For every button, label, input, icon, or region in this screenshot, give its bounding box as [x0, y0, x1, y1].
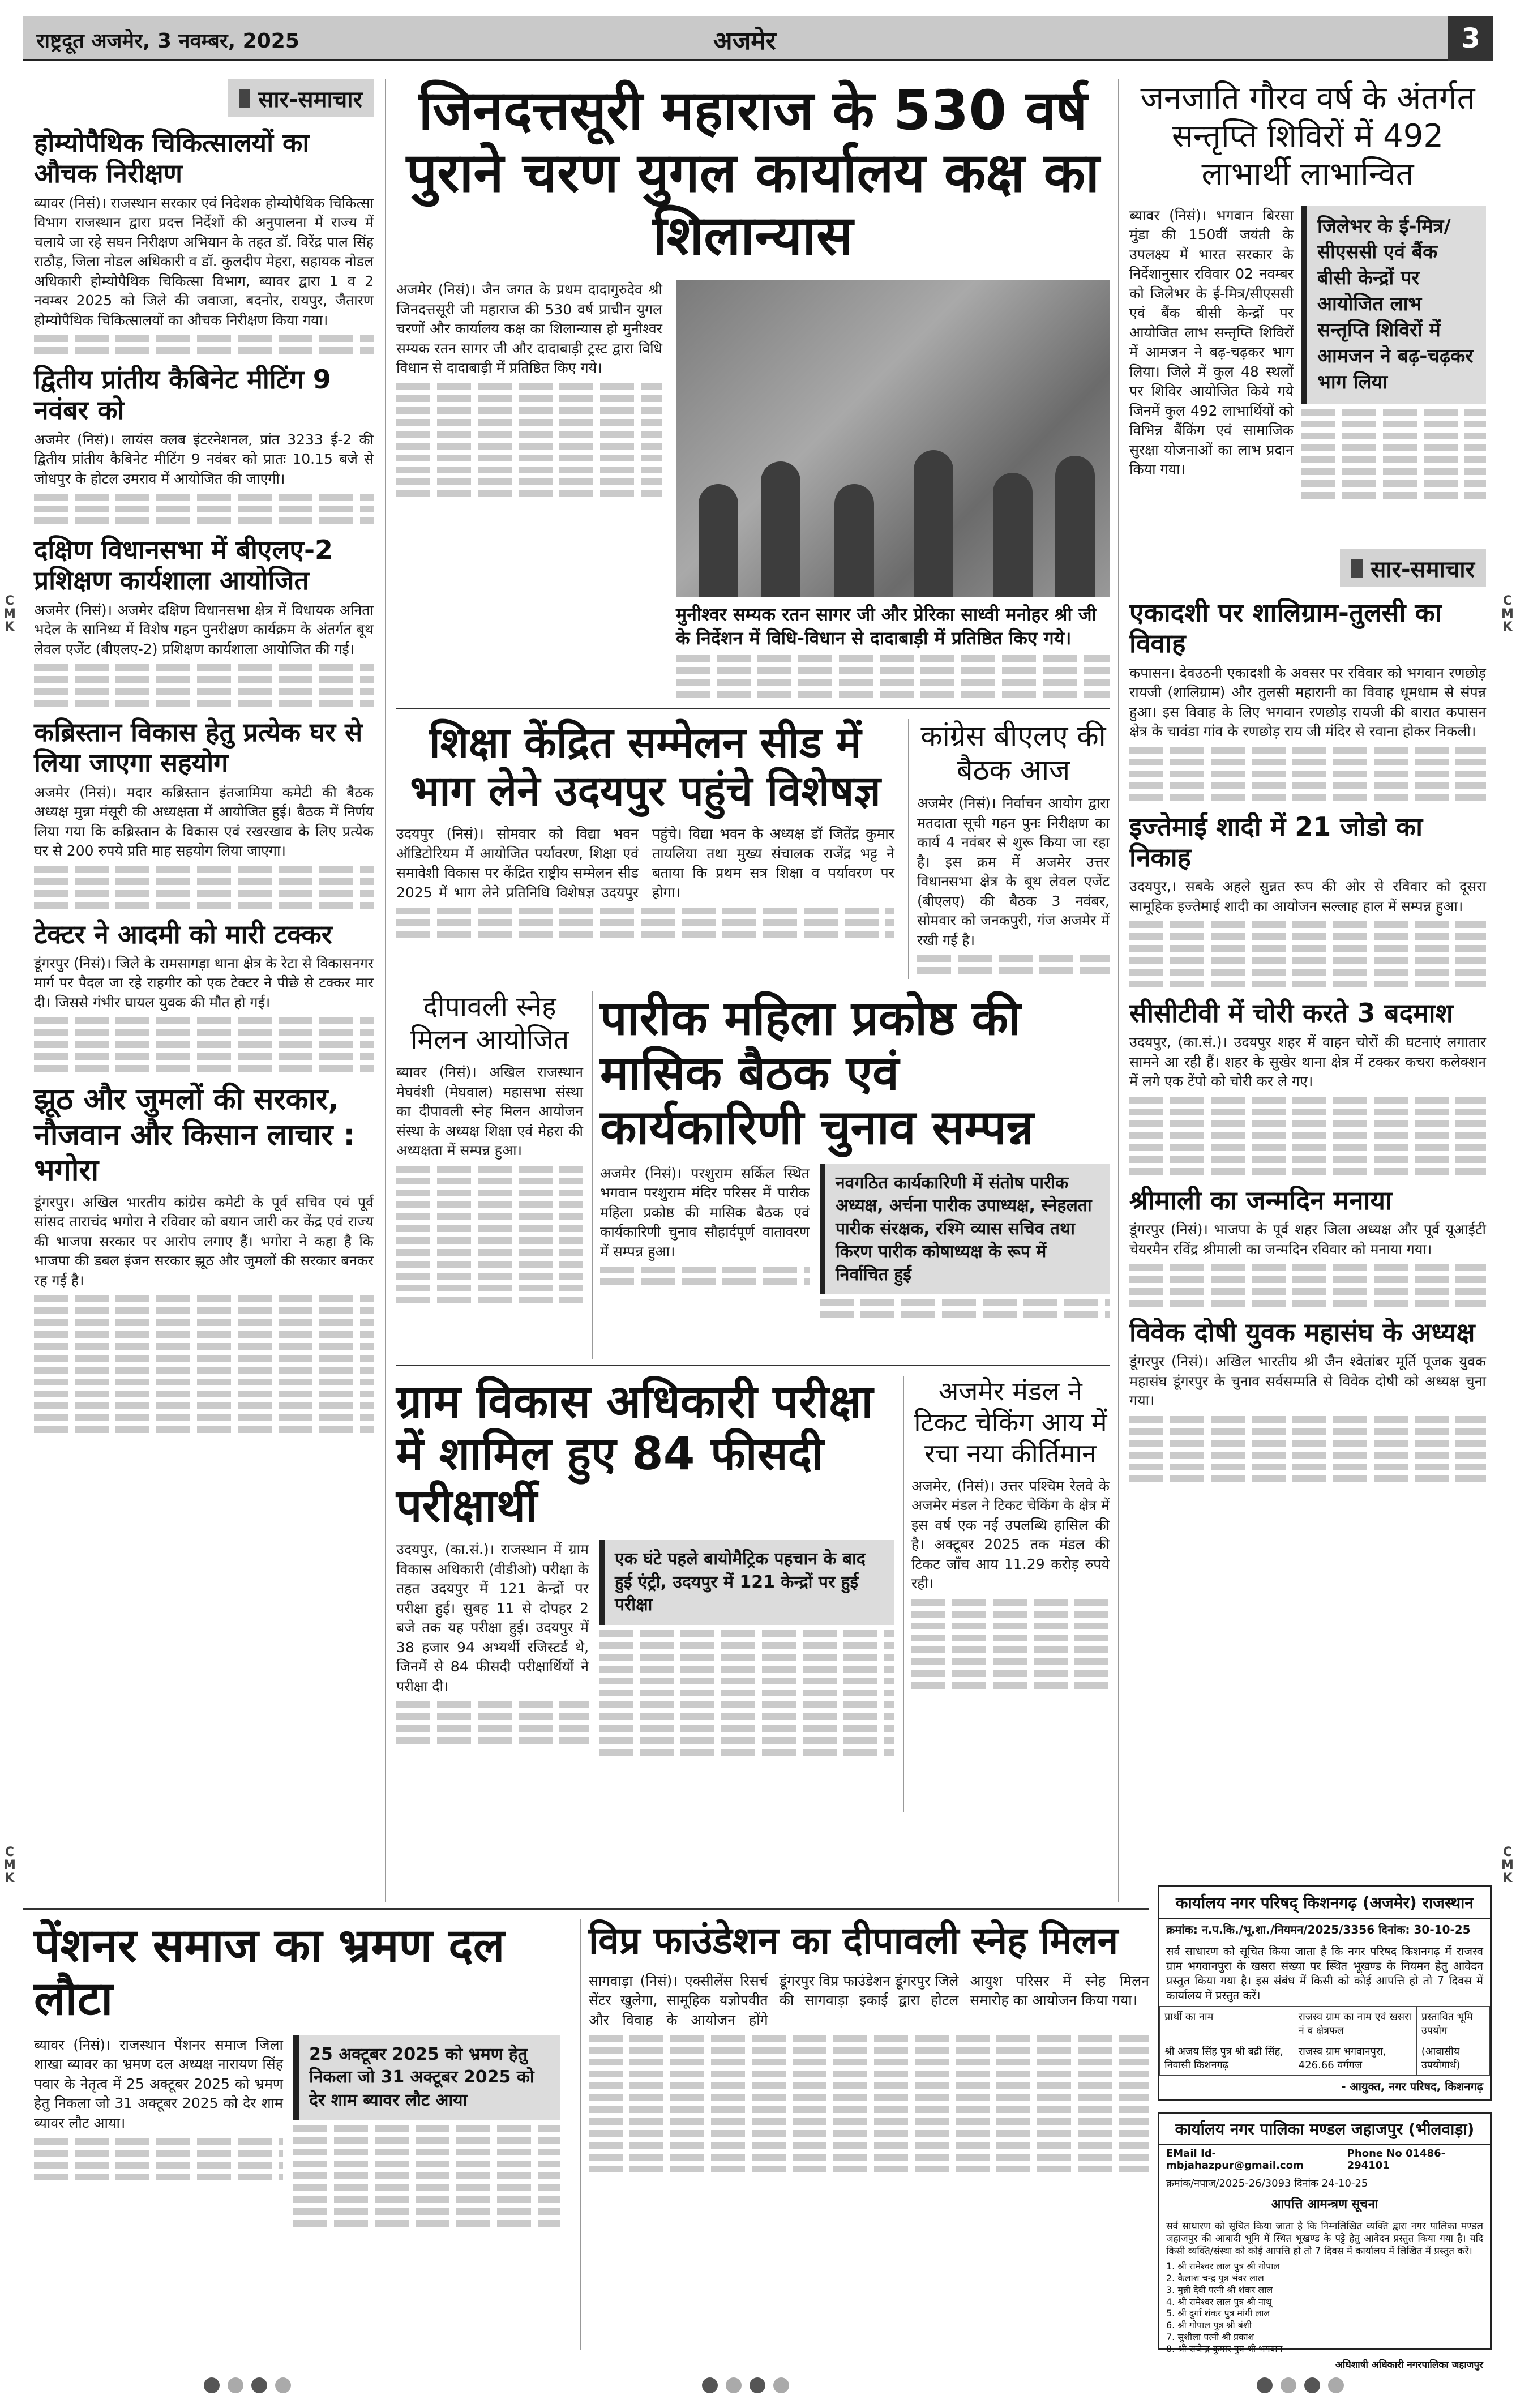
text-filler: [911, 1623, 1110, 1629]
masthead-section: अजमेर: [713, 27, 776, 55]
cmk-c: C: [1502, 1845, 1513, 1859]
text-filler: [589, 2047, 1149, 2054]
text-filler: [1129, 1300, 1486, 1307]
text-filler: [293, 2184, 560, 2191]
text-filler: [1129, 933, 1486, 940]
text-filler: [34, 676, 374, 683]
text-filler: [1129, 1264, 1486, 1271]
reg-dot-icon: [228, 2377, 243, 2393]
text-filler: [1129, 1464, 1486, 1470]
text-filler: [599, 1713, 894, 1720]
text-filler: [396, 431, 662, 438]
text-filler: [911, 1635, 1110, 1641]
text-filler: [34, 517, 374, 524]
text-filler: [599, 1654, 894, 1661]
photo-figure: [1055, 456, 1095, 597]
cmk-k: K: [5, 620, 15, 635]
education-headline: शिक्षा केंद्रित सम्मेलन सीड में भाग लेने उदयपुर पहुंचे विशेषज्ञ: [410, 718, 881, 816]
text-filler: [396, 1225, 583, 1232]
right-brief-headline-3: सीसीटीवी में चोरी करते 3 बदमाश: [1129, 998, 1453, 1029]
text-filler: [1129, 1428, 1486, 1435]
section-tag-briefs: [228, 79, 374, 117]
text-filler: [34, 1053, 374, 1060]
right-brief-body-4: डूंगरपुर (निसं)। भाजपा के पूर्व शहर जिला अध्यक्ष और पूर्व यूआईटी चेयरमैन रविंद्र श्रीमाली का जन्मदिन रविवार को मनाया गया।: [1129, 1221, 1486, 1258]
gram-story: [396, 1376, 894, 1812]
congress-headline: कांग्रेस बीएलए की बैठक आज: [920, 720, 1106, 786]
text-filler: [34, 494, 374, 501]
ad1-col-head: प्रस्तावित भूमि उपयोग: [1416, 2007, 1489, 2041]
gram-highlight: एक घंटे पहले बायोमैट्रिक पहचान के बाद हुई एंट्री, उदयपुर में 121 केन्द्रों पर हुई परीक्षा: [599, 1540, 894, 1625]
cmk-c: C: [1502, 594, 1513, 608]
railway-story: [911, 1376, 1110, 1812]
text-filler: [396, 1701, 589, 1708]
ad2-list-item: 6. श्री गोपाल पुत्र श्री बंशी: [1166, 2320, 1252, 2331]
text-filler: [589, 2071, 1149, 2077]
text-filler: [34, 1367, 374, 1374]
text-filler: [396, 443, 662, 450]
vipra-story: [589, 1919, 1149, 2350]
page-number: 3: [1448, 16, 1493, 61]
railway-headline: अजमेर मंडल ने टिकट चेकिंग आय में रचा नया कीर्तिमान: [914, 1376, 1107, 1469]
cmk-m: M: [3, 607, 16, 622]
lead-photo-caption: मुनीश्वर सम्यक रतन सागर जी और प्रेरिका साध्वी मनोहर श्री जी के निर्देशन में विधि-विधान से दादाबाड़ी में प्रतिष्ठित किए गये।: [676, 604, 1097, 649]
section-tag-label: सार-समाचार: [1371, 557, 1475, 583]
text-filler: [396, 1213, 583, 1220]
photo-figure: [761, 461, 800, 597]
text-filler: [599, 1642, 894, 1649]
text-filler: [599, 1737, 894, 1744]
pensioner-story: [34, 1919, 572, 2350]
text-filler: [1301, 468, 1486, 475]
text-filler: [396, 407, 662, 414]
reg-dot-icon: [1257, 2377, 1273, 2393]
ad1-cell: श्री अजय सिंह पुत्र श्री बद्री सिंह, निवासी किशनगढ़: [1160, 2041, 1294, 2076]
text-filler: [589, 2130, 1149, 2137]
reg-dot-icon: [1328, 2377, 1344, 2393]
text-filler: [293, 2149, 560, 2155]
cmk-k: K: [1502, 620, 1513, 635]
briefs-column: [34, 79, 374, 1902]
text-filler: [34, 700, 374, 707]
pareek-body: अजमेर (निसं)। परशुराम सर्किल स्थित भगवान परशुराम मंदिर परिसर में पारीक महिला प्रकोष्ठ की मासिक बैठक एवं कार्यकारिणी चुनाव सौहार्दपूर्ण वातावरण में सम्पन्न हुआ।: [600, 1165, 810, 1260]
column-rule: [903, 1376, 904, 1812]
cmk-c: C: [5, 1845, 15, 1859]
text-filler: [34, 1402, 374, 1409]
text-filler: [1129, 969, 1486, 976]
text-filler: [589, 2059, 1149, 2065]
text-filler: [1129, 794, 1486, 801]
right-brief-body-2: उदयपुर,। सबके अहले सुन्नत रूप की ओर से रविवार को दूसरा सामूहिक इज्तेमाई शादी का आयोजन सल्लाह हाल में सम्पन्न हुआ।: [1129, 878, 1486, 914]
ad1-ref: क्रमांक: न.प.कि./भू.शा./नियमन/2025/3356 दिनांक: 30-10-25: [1166, 1923, 1471, 1936]
text-filler: [34, 1391, 374, 1397]
pareek-story: [600, 991, 1110, 1359]
text-filler: [396, 1249, 583, 1256]
text-filler: [34, 1319, 374, 1326]
text-filler: [1129, 921, 1486, 928]
text-filler: [1129, 759, 1486, 765]
text-filler: [820, 1299, 1110, 1306]
brief-body-1: ब्यावर (निसं)। राजस्थान सरकार एवं निदेशक होम्योपैथिक चिकित्सा विभाग राजस्थान द्वारा प्रदत्त निर्देशों की अनुपालना में राज्य में चलाये जा रहे सघन निरीक्षण अभियान के तहत डॉ. विरेंद्र पाल सिंह राठौड़, जिला नोडल अधिकारी व डॉ. कुलदीप मेहरा, सहायक नोडल अधिकारी होम्योपैथिक चिकित्सा विभाग, ब्यावर द्वारा 1 व 2 नवम्बर 2025 को जिले की जवाजा, बदनोर, रायपुर, जैतारण होम्योपैथिक चिकित्सालयों का औचक निरीक्षण किया गया।: [34, 194, 374, 328]
section-rule: [23, 1908, 1149, 1910]
text-filler: [1129, 1109, 1486, 1115]
right-brief-headline-2: इज्तेमाई शादी में 21 जोडो का निकाह: [1129, 811, 1423, 872]
text-filler: [911, 1646, 1110, 1653]
tribal-highlight: जिलेभर के ई-मित्र/सीएससी एवं बैंक बीसी केन्द्रों पर आयोजित लाभ सन्तृप्ति शिविरों में आमजन ने बढ़-चढ़कर भाग लिया: [1301, 206, 1486, 404]
text-filler: [599, 1666, 894, 1673]
tag-bar-icon: [1351, 559, 1363, 578]
text-filler: [589, 2082, 1149, 2089]
text-filler: [396, 919, 894, 926]
cmk-mark-left-bottom: [3, 1846, 16, 1885]
text-filler: [34, 1017, 374, 1024]
reg-dot-icon: [1281, 2377, 1296, 2393]
ad2-signature: अधिशाषी अधिकारी नगरपालिका जहाजपुर: [1335, 2359, 1483, 2371]
reg-dot-icon: [773, 2377, 789, 2393]
text-filler: [1129, 1097, 1486, 1104]
ad2-list-item: 7. सुशीला पत्नी श्री प्रकाश: [1166, 2332, 1254, 2343]
text-filler: [34, 347, 374, 354]
right-brief-body-3: उदयपुर, (का.सं.)। उदयपुर शहर में वाहन चोरों की घटनाएं लगातार सामने आ रही हैं। शहर के सुखेर थाना क्षेत्र में टक्कर कचरा कलेक्शन में लगे एक टेंपो को चोरी कर ले गए।: [1129, 1034, 1486, 1090]
text-filler: [34, 1029, 374, 1036]
text-filler: [396, 1261, 583, 1268]
text-filler: [34, 890, 374, 897]
text-filler: [396, 1725, 589, 1732]
text-filler: [1301, 421, 1486, 427]
text-filler: [917, 955, 1110, 962]
reg-dot-icon: [1304, 2377, 1320, 2393]
footer-reg-dots-center: [702, 2377, 789, 2393]
text-filler: [293, 2208, 560, 2215]
text-filler: [34, 2150, 283, 2157]
text-filler: [911, 1611, 1110, 1618]
pensioner-body: ब्यावर (निसं)। राजस्थान पेंशनर समाज जिला शाखा ब्यावर का भ्रमण दल अध्यक्ष नारायण सिंह पवार के नेतृत्व में 25 अक्टूबर 2025 को भ्रमण हेतु निकला जो 31 अक्टूबर 2025 को देर शाम ब्यावर लौट आया।: [34, 2036, 283, 2131]
text-filler: [396, 1713, 589, 1720]
text-filler: [34, 1295, 374, 1302]
text-filler: [1129, 981, 1486, 987]
brief-headline-6: झूठ और जुमलों की सरकार, नौजवान और किसान लाचार : भगोरा: [34, 1083, 356, 1188]
text-filler: [34, 1426, 374, 1433]
text-filler: [396, 1190, 583, 1196]
column-rule: [592, 991, 593, 1359]
gram-body: उदयपुर, (का.सं.)। राजस्थान में ग्राम विकास अधिकारी (वीडीओ) परीक्षा के तहत उदयपुर में 121 केन्द्रों पर परीक्षा हुई। सुबह 11 से दोपहर 2 बजे तक यह परीक्षा हुई। उदयपुर में 38 हजार 94 अभ्यर्थी रजिस्टर्ड थे, जिनमें से 84 फीसदी परीक्षार्थियों ने परीक्षा दी।: [396, 1541, 589, 1695]
ad2-body: सर्व साधारण को सूचित किया जाता है कि निम्नलिखित व्यक्ति द्वारा नगर पालिका मण्डल जहाजपुर की आबादी भूमि में स्थित भूखण्ड के पट्टे हेतु आवेदन प्रस्तुत किया गया है। यदि किसी व्यक्ति/संस्था को कोई आपत्ति हो तो 7 दिवस में कार्यालय में लिखित में प्रस्तुत करें।: [1166, 2220, 1483, 2257]
text-filler: [293, 2125, 560, 2132]
text-filler: [599, 1701, 894, 1708]
text-filler: [600, 1278, 810, 1285]
text-filler: [34, 866, 374, 873]
congress-body: अजमेर (निसं)। निर्वाचन आयोग द्वारा मतदाता सूची गहन पुनः निरीक्षण का कार्य 4 नवंबर से शुरू किया जा रहा है। इस क्रम में अजमेर उत्तर विधानसभा क्षेत्र के बूथ लेवल एजेंट (बीएलए) की बैठक 3 नवंबर, सोमवार को जनकपुरी, गंज अजमेर में रखी गई है।: [917, 795, 1110, 948]
reg-dot-icon: [275, 2377, 291, 2393]
ad2-ref: क्रमांक/नपाज/2025-26/3093 दिनांक 24-10-25: [1166, 2178, 1368, 2189]
reg-dot-icon: [702, 2377, 718, 2393]
railway-body: अजमेर, (निसं)। उत्तर पश्चिम रेलवे के अजमेर मंडल ने टिकट चेकिंग के क्षेत्र में इस वर्ष एक नई उपलब्धि हासिल की है। अक्टूबर 2025 तक मंडल की टिकट जाँच आय 11.29 करोड़ रुपये रही।: [911, 1477, 1110, 1592]
cmk-m: M: [3, 1858, 16, 1873]
text-filler: [293, 2172, 560, 2179]
text-filler: [911, 1599, 1110, 1606]
text-filler: [293, 2137, 560, 2144]
masthead-edition-date: राष्ट्रदूत अजमेर, 3 नवम्बर, 2025: [36, 29, 299, 53]
text-filler: [599, 1678, 894, 1684]
text-filler: [34, 902, 374, 909]
cmk-mark-right-top: [1501, 594, 1514, 634]
text-filler: [34, 1355, 374, 1362]
text-filler: [1129, 1156, 1486, 1163]
right-brief-headline-4: श्रीमाली का जन्मदिन मनाया: [1129, 1184, 1392, 1216]
gram-headline: ग्राम विकास अधिकारी परीक्षा में शामिल हुए 84 फीसदी परीक्षार्थी: [396, 1375, 873, 1532]
text-filler: [1129, 1452, 1486, 1459]
column-rule: [580, 1919, 581, 2350]
text-filler: [396, 455, 662, 461]
diwali-body: ब्यावर (निसं)। अखिल राजस्थान मेघवंशी (मेघवाल) महासभा संस्था का दीपावली स्नेह मिलन आयोजन संस्था के अध्यक्ष शिक्षा एवं मेहरा की अध्यक्षता में सम्पन्न हुआ।: [396, 1064, 583, 1159]
ad1-col-head: प्रार्थी का नाम: [1160, 2007, 1294, 2041]
notice-ad-kishangarh: [1158, 1885, 1492, 2101]
right-brief-headline-1: एकादशी पर शालिग्राम-तुलसी का विवाह: [1129, 597, 1442, 659]
text-filler: [589, 2142, 1149, 2149]
reg-dot-icon: [251, 2377, 267, 2393]
right-brief-body-5: डूंगरपुर (निसं)। अखिल भारतीय श्री जैन श्वेतांबर मूर्ति पूजक युवक महासंघ डूंगरपुर के चुनाव सर्वसम्मति से विवेक दोषी को अध्यक्ष चुना गया।: [1129, 1353, 1486, 1409]
text-filler: [1129, 1276, 1486, 1283]
text-filler: [600, 1267, 810, 1273]
text-filler: [396, 1178, 583, 1184]
cmk-mark-left-top: [3, 594, 16, 634]
text-filler: [34, 688, 374, 695]
text-filler: [1129, 1440, 1486, 1447]
diwali-story: [396, 991, 583, 1359]
ad2-list-item: 4. श्री रामेश्वर लाल पुत्र श्री नाथू: [1166, 2296, 1272, 2307]
text-filler: [1301, 444, 1486, 451]
text-filler: [396, 1273, 583, 1280]
tag-bar-icon: [239, 89, 250, 108]
text-filler: [396, 467, 662, 473]
ad2-list-item: 3. मुन्नी देवी पत्नी श्री शंकर लाल: [1166, 2284, 1273, 2295]
text-filler: [396, 931, 894, 938]
cmk-k: K: [1502, 1871, 1513, 1886]
text-filler: [34, 1065, 374, 1072]
text-filler: [34, 2162, 283, 2169]
lead-story: [396, 79, 1110, 702]
masthead: [23, 16, 1493, 61]
text-filler: [396, 1201, 583, 1208]
text-filler: [589, 2035, 1149, 2042]
photo-figure: [699, 484, 738, 597]
text-filler: [34, 1041, 374, 1048]
text-filler: [1129, 1120, 1486, 1127]
text-filler: [34, 664, 374, 671]
briefs-column-right: [1129, 549, 1486, 1812]
text-filler: [1129, 771, 1486, 777]
section-rule: [396, 708, 1110, 709]
text-filler: [1129, 945, 1486, 952]
brief-body-5: डूंगरपुर (निसं)। जिले के रामसागड़ा थाना क्षेत्र के रेटा से विकासनगर मार्ग पर पैदल जा रहे राहगीर को एक टेक्टर ने पीछे से टक्कर मार दी। जिससे गंभीर घायल युवक की मौत हो गई।: [34, 955, 374, 1011]
column-rule: [1118, 79, 1119, 1902]
text-filler: [599, 1749, 894, 1756]
text-filler: [396, 478, 662, 485]
brief-body-2: अजमेर (निसं)। लायंस क्लब इंटरनेशनल, प्रांत 3233 ई-2 की द्वितीय प्रांतीय कैबिनेट मीटिंग 9 नवंबर को प्रातः 10.15 बजे से जोधपुर के होटल उमराव में आयोजित की जाएगी।: [34, 431, 374, 487]
brief-headline-1: होम्योपैथिक चिकित्सालयों का औचक निरीक्षण: [34, 127, 310, 189]
text-filler: [589, 2106, 1149, 2113]
ad1-body: सर्व साधारण को सूचित किया जाता है कि नगर परिषद किशनगढ़ में राजस्व ग्राम भगवानपुरा के खसरा संख्या पर स्थित भूखण्ड के नियमन हेतु आवेदन प्रस्तुत किया गया है। इस संबंध में किसी को कोई आपत्ति हो तो 7 दिवस में कार्यालय में प्रस्तुत करें।: [1166, 1944, 1483, 2002]
reg-dot-icon: [750, 2377, 765, 2393]
text-filler: [1129, 1132, 1486, 1139]
ad1-title: कार्यालय नगर परिषद् किशनगढ़ (अजमेर) राजस्थान: [1159, 1887, 1490, 1919]
text-filler: [396, 395, 662, 402]
pensioner-headline: पेंशनर समाज का भ्रमण दल लौटा: [34, 1919, 505, 2026]
education-story: [396, 719, 1110, 974]
right-brief-headline-5: विवेक दोषी युवक महासंघ के अध्यक्ष: [1129, 1317, 1475, 1348]
cmk-c: C: [5, 594, 15, 608]
cmk-m: M: [1501, 1858, 1514, 1873]
brief-body-6: डूंगरपुर। अखिल भारतीय कांग्रेस कमेटी के पूर्व सचिव एवं पूर्व सांसद ताराचंद भगोरा ने रविवार को बयान जारी कर केंद्र एवं राज्य की भाजपा सरकार पर आरोप लगाए हैं। भगोरा ने कहा है कि भाजपा की डबल इंजन सरकार झूठ और जुमलों की सरकार बनकर रह गई है।: [34, 1194, 374, 1289]
ad1-signature: - आयुक्त, नगर परिषद, किशनगढ़: [1341, 2080, 1483, 2093]
text-filler: [34, 1331, 374, 1338]
text-filler: [1301, 433, 1486, 439]
text-filler: [1129, 747, 1486, 754]
text-filler: [34, 2174, 283, 2180]
ad2-list-item: 2. कैलाश चन्द्र पुत्र भंवर लाल: [1166, 2273, 1264, 2284]
text-filler: [676, 679, 1110, 686]
footer-reg-dots-left: [204, 2377, 291, 2393]
ad2-phone: Phone No 01486-294101: [1347, 2148, 1446, 2171]
text-filler: [676, 655, 1110, 662]
text-filler: [34, 335, 374, 342]
brief-headline-3: दक्षिण विधानसभा में बीएलए-2 प्रशिक्षण कार्यशाला आयोजित: [34, 534, 333, 596]
brief-body-3: अजमेर (निसं)। अजमेर दक्षिण विधानसभा क्षेत्र में विधायक अनिता भदेल के सानिध्य में विशेष गहन पुनरीक्षण कार्यक्रम के अंतर्गत बूथ लेवल एजेंट (बीएलए-2) प्रशिक्षण कार्यशाला आयोजित की गई।: [34, 601, 374, 657]
text-filler: [34, 878, 374, 885]
brief-headline-5: टेक्टर ने आदमी को मारी टक्कर: [34, 918, 332, 949]
tribal-story: [1129, 79, 1486, 532]
text-filler: [396, 1166, 583, 1173]
text-filler: [396, 908, 894, 914]
text-filler: [34, 1414, 374, 1421]
pensioner-highlight: 25 अक्टूबर 2025 को भ्रमण हेतु निकला जो 31 अक्टूबर 2025 को देर शाम ब्यावर लौट आया: [293, 2035, 560, 2120]
photo-figure: [914, 450, 953, 597]
text-filler: [34, 506, 374, 512]
text-filler: [34, 1379, 374, 1385]
section-tag-label: सार-समाचार: [258, 87, 362, 113]
ad2-title: कार्यालय नगर पालिका मण्डल जहाजपुर (भीलवाड़ा): [1159, 2114, 1490, 2145]
ad2-list-item: 8. श्री राजेन्द्र कुमार पुत्र श्री भगवान: [1166, 2343, 1283, 2354]
text-filler: [1129, 1416, 1486, 1423]
tribal-headline: जनजाति गौरव वर्ष के अंतर्गत सन्तृप्ति शिविरों में 492 लाभार्थी लाभान्वित: [1140, 80, 1475, 193]
right-brief-body-1: कपासन। देवउठनी एकादशी के अवसर पर रविवार को भगवान रणछोड़ रायजी (शालिग्राम) और तुलसी महारानी का विवाह धूमधाम से संपन्न हुआ। इस विवाह के लिए भगवान रणछोड़ रायजी की बारात कपासन क्षेत्र के चावंडा गांव के रणछोड़ राय जी मंदिर से रवाना होकर निकली।: [1129, 664, 1486, 740]
text-filler: [589, 2154, 1149, 2161]
text-filler: [396, 383, 662, 390]
brief-body-4: अजमेर (निसं)। मदार कब्रिस्तान इंतजामिया कमेटी की बैठक अध्यक्ष मुन्ना मंसूरी की अध्यक्षता में आयोजित हुई। बैठक में निर्णय लिया गया कि कब्रिस्तान के विकास एवं रखरखाव के लिए प्रत्येक घर से 200 रुपये प्रति माह सहयोग लिया जाएगा।: [34, 784, 374, 859]
text-filler: [293, 2161, 560, 2167]
cmk-m: M: [1501, 607, 1514, 622]
pareek-highlight: नवगठित कार्यकारिणी में संतोष पारीक अध्यक्ष, अर्चना पारीक उपाध्यक्ष, स्नेहलता पारीक संरक्षक, रश्मि व्यास सचिव तथा किरण पारीक कोषाध्यक्ष के रूप में निर्वाचित हुई: [820, 1164, 1110, 1295]
text-filler: [396, 419, 662, 426]
text-filler: [599, 1630, 894, 1637]
ad1-cell: (आवासीय उपयोगार्थ): [1416, 2041, 1489, 2076]
tribal-body: ब्यावर (निसं)। भगवान बिरसा मुंडा की 150वीं जयंती के उपलक्ष्य में भारत सरकार के निर्देशानुसार रविवार 02 नवम्बर को जिलेभर के ई-मित्र/सीएससी एवं बैंक बीसी केन्द्रों पर आयोजित लाभ सन्तृप्ति शिविरों में आमजन ने बढ़-चढ़कर भाग लिया। जिले में कुल 48 स्थलों पर शिविर आयोजित किये गये जिनमें कुल 492 लाभार्थियों को विभिन्न बैंकिंग एवं सामाजिक सुरक्षा योजनाओं का लाभ प्रदान किया गया।: [1129, 207, 1294, 478]
text-filler: [676, 667, 1110, 674]
brief-headline-4: कब्रिस्तान विकास हेतु प्रत्येक घर से लिया जाएगा सहयोग: [34, 717, 363, 779]
lead-photo: [676, 280, 1110, 597]
ad2-notice-title: आपत्ति आमन्त्रण सूचना: [1271, 2197, 1378, 2212]
text-filler: [1129, 782, 1486, 789]
text-filler: [820, 1311, 1110, 1318]
text-filler: [293, 2220, 560, 2227]
diwali-headline: दीपावली स्नेह मिलन आयोजित: [410, 991, 569, 1055]
text-filler: [1129, 1475, 1486, 1482]
text-filler: [676, 691, 1110, 698]
ad2-email: EMail Id-mbjahazpur@gmail.com: [1166, 2148, 1304, 2171]
photo-figure: [993, 473, 1033, 597]
lead-body: अजमेर (निसं)। जैन जगत के प्रथम दादागुरुदेव श्री जिनदत्तसूरी जी महाराज की 530 वर्ष प्राचीन युगल चरणों और कार्यालय कक्ष का शिलान्यास हो मुनीश्वर सम्यक रतन सागर जी और दादाबाड़ी ट्रस्ट द्वारा विधि विधान से दादाबाड़ी में प्रतिष्ठित किए गये।: [396, 281, 662, 377]
text-filler: [1129, 1168, 1486, 1175]
vipra-body: सागवाड़ा (निसं)। एक्सीलेंस रिसर्च सेंटर खुलेगा, सामूहिक यज्ञोपवीत और विवाह के आयोजन होंगे डूंगरपुर विप्र फाउंडेशन डूंगरपुर जिले की सागवाड़ा इकाई द्वारा होटल आयुश परिसर में स्नेह मिलन समारोह का आयोजन किया गया।: [589, 1972, 1149, 2028]
text-filler: [396, 1297, 583, 1303]
ad2-list-item: 5. श्री दुर्गा शंकर पुत्र मांगी लाल: [1166, 2308, 1270, 2319]
pareek-headline: पारीक महिला प्रकोष्ठ की मासिक बैठक एवं कार्यकारिणी चुनाव सम्पन्न: [600, 990, 1034, 1156]
ad2-list-item: 1. श्री रामेश्वर लाल पुत्र श्री गोपाल: [1166, 2261, 1280, 2272]
text-filler: [396, 490, 662, 497]
notice-ad-jahazpur: [1158, 2112, 1492, 2371]
reg-dot-icon: [204, 2377, 220, 2393]
text-filler: [917, 967, 1110, 974]
footer-reg-dots-right: [1257, 2377, 1344, 2393]
reg-dot-icon: [726, 2377, 742, 2393]
education-body: उदयपुर (निसं)। सोमवार को विद्या भवन ऑडिटोरियम में आयोजित पर्यावरण, शिक्षा एवं समावेशी विकास पर केंद्रित राष्ट्रीय सम्मेलन सीड 2025 में भाग लेने प्रतिनिधि विशेषज्ञ उदयपुर पहुंचे। विद्या भवन के अध्यक्ष डॉ जितेंद्र कुमार तायलिया तथा मुख्य संचालक राजेंद्र भट्ट ने बताया कि प्रथम सत्र शिक्षा व पर्यावरण पर होगा।: [396, 826, 894, 901]
column-rule: [385, 79, 386, 1902]
text-filler: [911, 1670, 1110, 1677]
cmk-mark-right-bottom: [1501, 1846, 1514, 1885]
text-filler: [911, 1682, 1110, 1689]
ad2-list: [1159, 2261, 1490, 2355]
text-filler: [911, 1658, 1110, 1665]
text-filler: [1129, 1144, 1486, 1151]
text-filler: [1301, 409, 1486, 416]
text-filler: [34, 2138, 283, 2145]
ad1-cell: राजस्व ग्राम भगवानपुरा, 426.66 वर्गगज: [1294, 2041, 1416, 2076]
text-filler: [1301, 456, 1486, 463]
text-filler: [396, 1737, 589, 1744]
text-filler: [599, 1690, 894, 1696]
text-filler: [293, 2196, 560, 2203]
brief-headline-2: द्वितीय प्रांतीय कैबिनेट मीटिंग 9 नवंबर को: [34, 364, 331, 426]
text-filler: [1301, 492, 1486, 499]
text-filler: [589, 2166, 1149, 2172]
text-filler: [1129, 1288, 1486, 1295]
section-rule: [396, 1365, 1110, 1366]
text-filler: [589, 2094, 1149, 2101]
text-filler: [1129, 957, 1486, 964]
text-filler: [599, 1725, 894, 1732]
text-filler: [34, 1343, 374, 1350]
text-filler: [34, 1307, 374, 1314]
text-filler: [1301, 480, 1486, 487]
section-tag-briefs-right: [1340, 549, 1486, 587]
photo-figure: [834, 484, 874, 597]
ad1-table: [1159, 2006, 1490, 2076]
text-filler: [396, 1285, 583, 1291]
vipra-headline: विप्र फाउंडेशन का दीपावली स्नेह मिलन: [589, 1919, 1119, 1962]
cmk-k: K: [5, 1871, 15, 1886]
lead-headline: जिनदत्तसूरी महाराज के 530 वर्ष पुराने चरण युगल कार्यालय कक्ष का शिलान्यास: [406, 79, 1100, 267]
text-filler: [396, 1237, 583, 1244]
text-filler: [589, 2118, 1149, 2125]
ad1-col-head: राजस्व ग्राम का नाम एवं खसरा नं व क्षेत्रफल: [1294, 2007, 1416, 2041]
